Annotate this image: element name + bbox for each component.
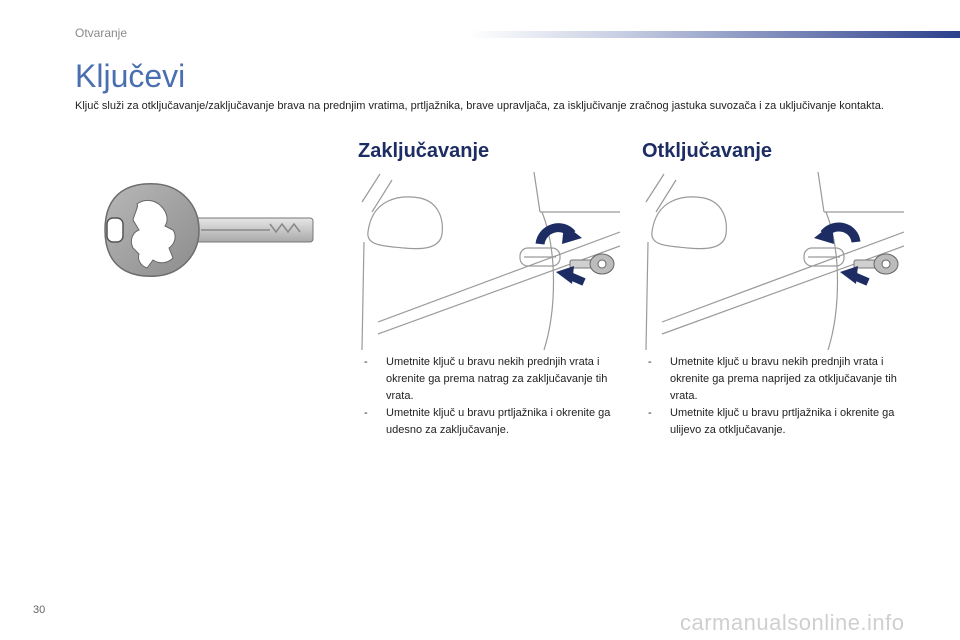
rotate-arrow-icon (814, 224, 856, 244)
heading-unlock: Otključavanje (642, 140, 773, 162)
page-number: 30 (33, 604, 46, 616)
step-item: - Umetnite ključ u bravu prtljažnika i okrenite ga udesno za zaključavanje. (364, 407, 611, 436)
key-small-icon (854, 254, 898, 274)
page-title: Ključevi (75, 58, 186, 94)
insert-arrow-icon (840, 266, 868, 284)
section-label: Otvaranje (75, 26, 128, 40)
door-lock-illustration-lock (358, 172, 620, 350)
key-small-icon (570, 254, 614, 274)
key-illustration (95, 180, 320, 280)
steps-unlock (648, 354, 918, 439)
step-item: - Umetnite ključ u bravu nekih prednjih vrata i okrenite ga prema naprijed za otključavanje tih vrata. (648, 356, 897, 402)
step-item: - Umetnite ključ u bravu nekih prednjih vrata i okrenite ga prema natrag za zaključavanje tih vrata. (364, 356, 608, 402)
door-lock-illustration-unlock (642, 172, 904, 350)
watermark: carmanualsonline.info (680, 610, 905, 635)
heading-lock: Zaključavanje (358, 140, 490, 162)
insert-arrow-icon (556, 266, 584, 284)
steps-lock (364, 354, 634, 439)
intro-text: Ključ služi za otključavanje/zaključavanje brava na prednjim vratima, prtljažnika, brave upravljača, za isključivanje zračnog jastuka suvozača i za uključivanje kontakta. (75, 100, 884, 112)
header-bar (470, 31, 960, 38)
rotate-arrow-icon (540, 224, 582, 244)
step-item: - Umetnite ključ u bravu prtljažnika i okrenite ga ulijevo za otključavanje. (648, 407, 895, 436)
